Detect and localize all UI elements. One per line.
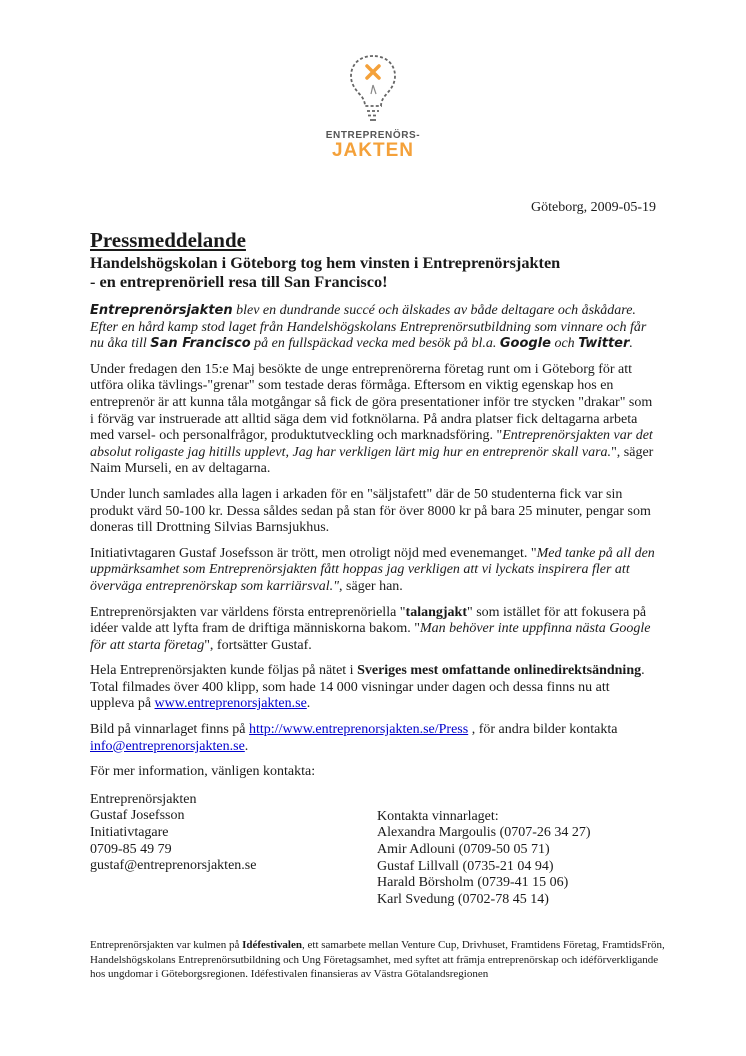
subheading-line2: - en entreprenöriell resa till San Francisco! <box>90 272 388 291</box>
bold-text: talangjakt <box>405 604 467 620</box>
website-link[interactable]: www.entreprenorsjakten.se <box>154 696 307 712</box>
contact-line: Initiativtagare <box>90 825 169 841</box>
contact-right <box>377 809 591 909</box>
brand-name: Entreprenörsjakten <box>90 303 233 318</box>
lead-text: och <box>550 336 579 352</box>
paragraph-7: För mer information, vänligen kontakta: <box>90 764 316 780</box>
lead-text: blev en dundrande succé och älskades av både deltagare och åskådare. Efter en hård kamp stod laget från Handelshögskolans Entreprenörsutbildning som vinnare och får nu åka till <box>90 303 647 352</box>
contact-line: Alexandra Margoulis (0707-26 34 27) <box>377 825 591 841</box>
paragraph-5 <box>90 663 656 713</box>
contact-line: Harald Börsholm (0739-41 15 06) <box>377 875 569 891</box>
page-title: Pressmeddelande <box>90 228 246 252</box>
logo-line1: ENTREPRENÖRS- <box>325 130 421 141</box>
paragraph-text: Entreprenörsjakten var världens första entreprenöriella " <box>90 604 406 620</box>
paragraph-text: , säger han. <box>339 578 403 594</box>
paragraph-6 <box>90 722 656 755</box>
subheading-line1: Handelshögskolan i Göteborg tog hem vinsten i Entreprenörsjakten <box>90 253 561 272</box>
bold-text: Sveriges mest omfattande onlinedirektsändning <box>357 663 642 679</box>
logo-line2: JAKTEN <box>331 140 414 161</box>
footer-text: Entreprenörsjakten var kulmen på <box>90 939 243 951</box>
paragraph-3 <box>90 546 656 596</box>
paragraph-text: Initiativtagaren Gustaf Josefsson är trött, men otroligt nöjd med evenemanget. " <box>90 545 537 561</box>
quote: Man behöver inte uppfinna nästa Google för att starta företag <box>90 621 651 653</box>
paragraph-text: Hela Entreprenörsjakten kunde följas på nätet i <box>90 663 358 679</box>
press-link[interactable]: http://www.entreprenorsjakten.se/Press <box>249 722 469 738</box>
paragraph-text: . <box>244 738 249 754</box>
contact-left <box>90 792 256 875</box>
paragraph-text: ", säger Naim Murseli, en av deltagarna. <box>90 444 654 477</box>
paragraph-text: Under fredagen den 15:e Maj besökte de unge entreprenörerna företag runt om i Göteborg för att utföra olika tävlings-"grenar" som testade deras förmåga. Eftersom en viktig egenskap hos en entreprenör är att kunna tåla motgångar så fick de göra presentationer inför tre stycken "drakar" som i förväg var instruerade att alltid säga dem vid fotknölarna. På andra platser fick deltagarna arbeta med varsel- och personalfrågor, produktutveckling och marknadsföring. " <box>90 361 653 444</box>
paragraph-4 <box>90 605 656 655</box>
paragraph-text: , för andra bilder kontakta <box>468 722 618 738</box>
contacts <box>90 792 656 912</box>
footer-note <box>90 938 668 982</box>
paragraph-text: Bild på vinnarlaget finns på <box>90 722 250 738</box>
contact-line: Kontakta vinnarlaget: <box>377 808 499 824</box>
date-line: Göteborg, 2009-05-19 <box>531 200 656 215</box>
paragraph-text: " som istället för att fokusera på idéer valde att lyfta fram de driftiga människorna bakom. " <box>90 604 647 637</box>
paragraph-text: . Total filmades över 400 klipp, som hade 14 000 visningar under dagen och dessa finns nu att uppleva på <box>90 663 645 712</box>
lead-text: på en fullspäckad vecka med besök på bl.a. <box>250 336 500 352</box>
lead-text: . <box>629 336 633 352</box>
paragraph-text: . <box>306 696 311 712</box>
contact-line: Entreprenörsjakten <box>90 791 197 807</box>
quote: Entreprenörsjakten var det absolut roligaste jag hitills upplevt, Jag har verkligen lärt mig hur en entreprenör skall vara. <box>90 428 653 460</box>
lead-paragraph <box>90 303 656 353</box>
google: Google <box>499 336 551 352</box>
contact-line: Gustaf Josefsson <box>90 808 185 824</box>
contact-line: gustaf@entreprenorsjakten.se <box>90 858 257 874</box>
lightbulb-icon <box>347 52 399 128</box>
contact-line: Amir Adlouni (0709-50 05 71) <box>377 842 550 858</box>
paragraph-text: ", fortsätter Gustaf. <box>204 637 312 653</box>
logo <box>321 52 425 164</box>
contact-line: Gustaf Lillvall (0735-21 04 94) <box>377 858 554 874</box>
paragraph-1 <box>90 362 656 478</box>
bold-text: Idéfestivalen <box>242 939 302 951</box>
press-release-body <box>90 228 656 912</box>
san-francisco: San Francisco <box>150 336 251 352</box>
contact-line: 0709-85 49 79 <box>90 841 172 857</box>
footer-text: , ett samarbete mellan Venture Cup, Drivhuset, Framtidens Företag, FramtidsFrön, Handelshögskolans Entreprenörsutbildning och Ung Företagsamhet, med syftet att främja entreprenörskap och idéförverkligande hos ungdomar i Göteborgsregionen. Idéfestivalen finansieras av Västra Götalandsregionen <box>90 939 665 981</box>
quote: Med tanke på all den uppmärksamhet som Entreprenörsjakten fått hoppas jag verkligen att vi lyckats inspirera fler att överväga entreprenörskap som karriärsval." <box>90 545 655 594</box>
paragraph-2: Under lunch samlades alla lagen i arkaden för en "säljstafett" där de 50 studenterna fick var sin produkt värd 50-100 kr. Dessa såldes sedan på stan för över 8000 kr på bara 25 minuter, pengar som doneras till Drottning Silvias Barnsjukhus. <box>90 486 651 536</box>
contact-line: Karl Svedung (0702-78 45 14) <box>377 891 549 907</box>
email-link[interactable]: info@entreprenorsjakten.se <box>90 738 245 754</box>
twitter: Twitter <box>578 336 630 352</box>
